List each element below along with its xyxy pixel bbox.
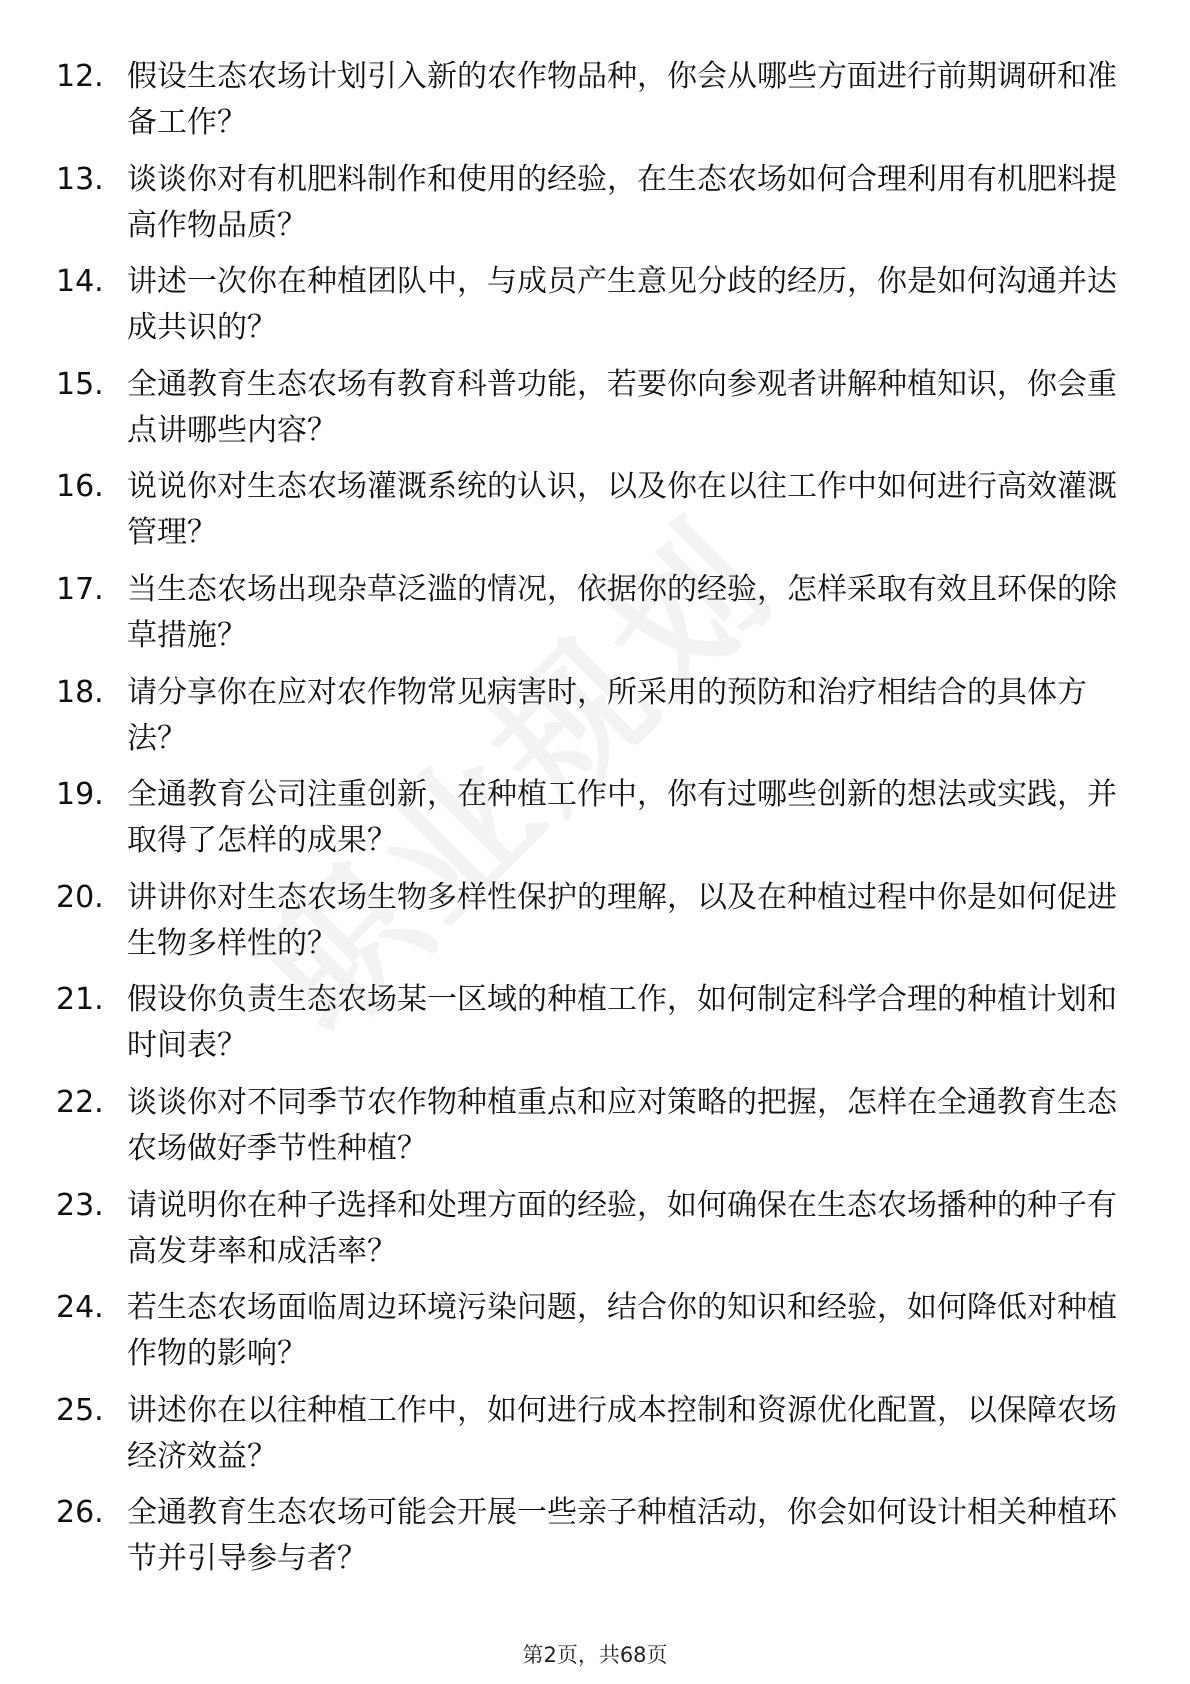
question-number: 20.	[56, 879, 104, 915]
list-item	[0, 977, 1190, 1080]
question-number: 24.	[56, 1290, 104, 1326]
list-item	[0, 670, 1190, 773]
question-list	[0, 54, 1190, 1593]
list-item	[0, 1388, 1190, 1491]
page-number: 第2页，共68页	[522, 1643, 668, 1667]
question-number: 14.	[56, 264, 104, 300]
question-number: 21.	[56, 982, 104, 1018]
list-item	[0, 259, 1190, 362]
question-text: 当生态农场出现杂草泛滥的情况，依据你的经验，怎样采取有效且环保的除草措施？	[127, 571, 1117, 653]
list-item	[0, 362, 1190, 465]
question-text: 讲述你在以往种植工作中，如何进行成本控制和资源优化配置，以保障农场经济效益？	[127, 1392, 1117, 1474]
question-number: 16.	[56, 469, 104, 505]
question-text: 全通教育生态农场有教育科普功能，若要你向参观者讲解种植知识，你会重点讲哪些内容？	[127, 366, 1117, 448]
question-text: 假设生态农场计划引入新的农作物品种，你会从哪些方面进行前期调研和准备工作？	[127, 59, 1117, 140]
question-text: 说说你对生态农场灌溉系统的认识，以及你在以往工作中如何进行高效灌溉管理？	[127, 469, 1117, 551]
question-text: 全通教育生态农场可能会开展一些亲子种植活动，你会如何设计相关种植环节并引导参与者？	[127, 1495, 1117, 1577]
question-number: 22.	[56, 1084, 104, 1120]
question-number: 13.	[56, 161, 104, 197]
question-number: 12.	[56, 59, 104, 94]
question-text: 讲述一次你在种植团队中，与成员产生意见分歧的经历，你是如何沟通并达成共识的？	[127, 264, 1117, 346]
question-number: 26.	[56, 1495, 104, 1531]
question-text: 假设你负责生态农场某一区域的种植工作，如何制定科学合理的种植计划和时间表？	[127, 982, 1117, 1064]
question-number: 15.	[56, 366, 104, 402]
question-text: 讲讲你对生态农场生物多样性保护的理解，以及在种植过程中你是如何促进生物多样性的？	[127, 879, 1117, 961]
list-item	[0, 1080, 1190, 1183]
list-item	[0, 567, 1190, 670]
list-item	[0, 1183, 1190, 1286]
question-number: 23.	[56, 1187, 104, 1223]
list-item	[0, 464, 1190, 567]
list-item	[0, 1285, 1190, 1388]
question-text: 谈谈你对不同季节农作物种植重点和应对策略的把握，怎样在全通教育生态农场做好季节性种植？	[127, 1084, 1117, 1166]
question-text: 全通教育公司注重创新，在种植工作中，你有过哪些创新的想法或实践，并取得了怎样的成果？	[127, 777, 1117, 859]
list-item	[0, 772, 1190, 875]
question-number: 25.	[56, 1392, 104, 1428]
question-text: 谈谈你对有机肥料制作和使用的经验，在生态农场如何合理利用有机肥料提高作物品质？	[127, 161, 1117, 243]
question-number: 19.	[56, 777, 104, 813]
question-number: 18.	[56, 674, 104, 710]
question-text: 请分享你在应对农作物常见病害时，所采用的预防和治疗相结合的具体方法？	[127, 674, 1087, 756]
list-item	[0, 54, 1190, 157]
question-text: 若生态农场面临周边环境污染问题，结合你的知识和经验，如何降低对种植作物的影响？	[127, 1290, 1117, 1372]
question-number: 17.	[56, 571, 104, 607]
list-item	[0, 157, 1190, 260]
list-item	[0, 1490, 1190, 1593]
question-text: 请说明你在种子选择和处理方面的经验，如何确保在生态农场播种的种子有高发芽率和成活率？	[127, 1187, 1117, 1269]
list-item	[0, 875, 1190, 978]
